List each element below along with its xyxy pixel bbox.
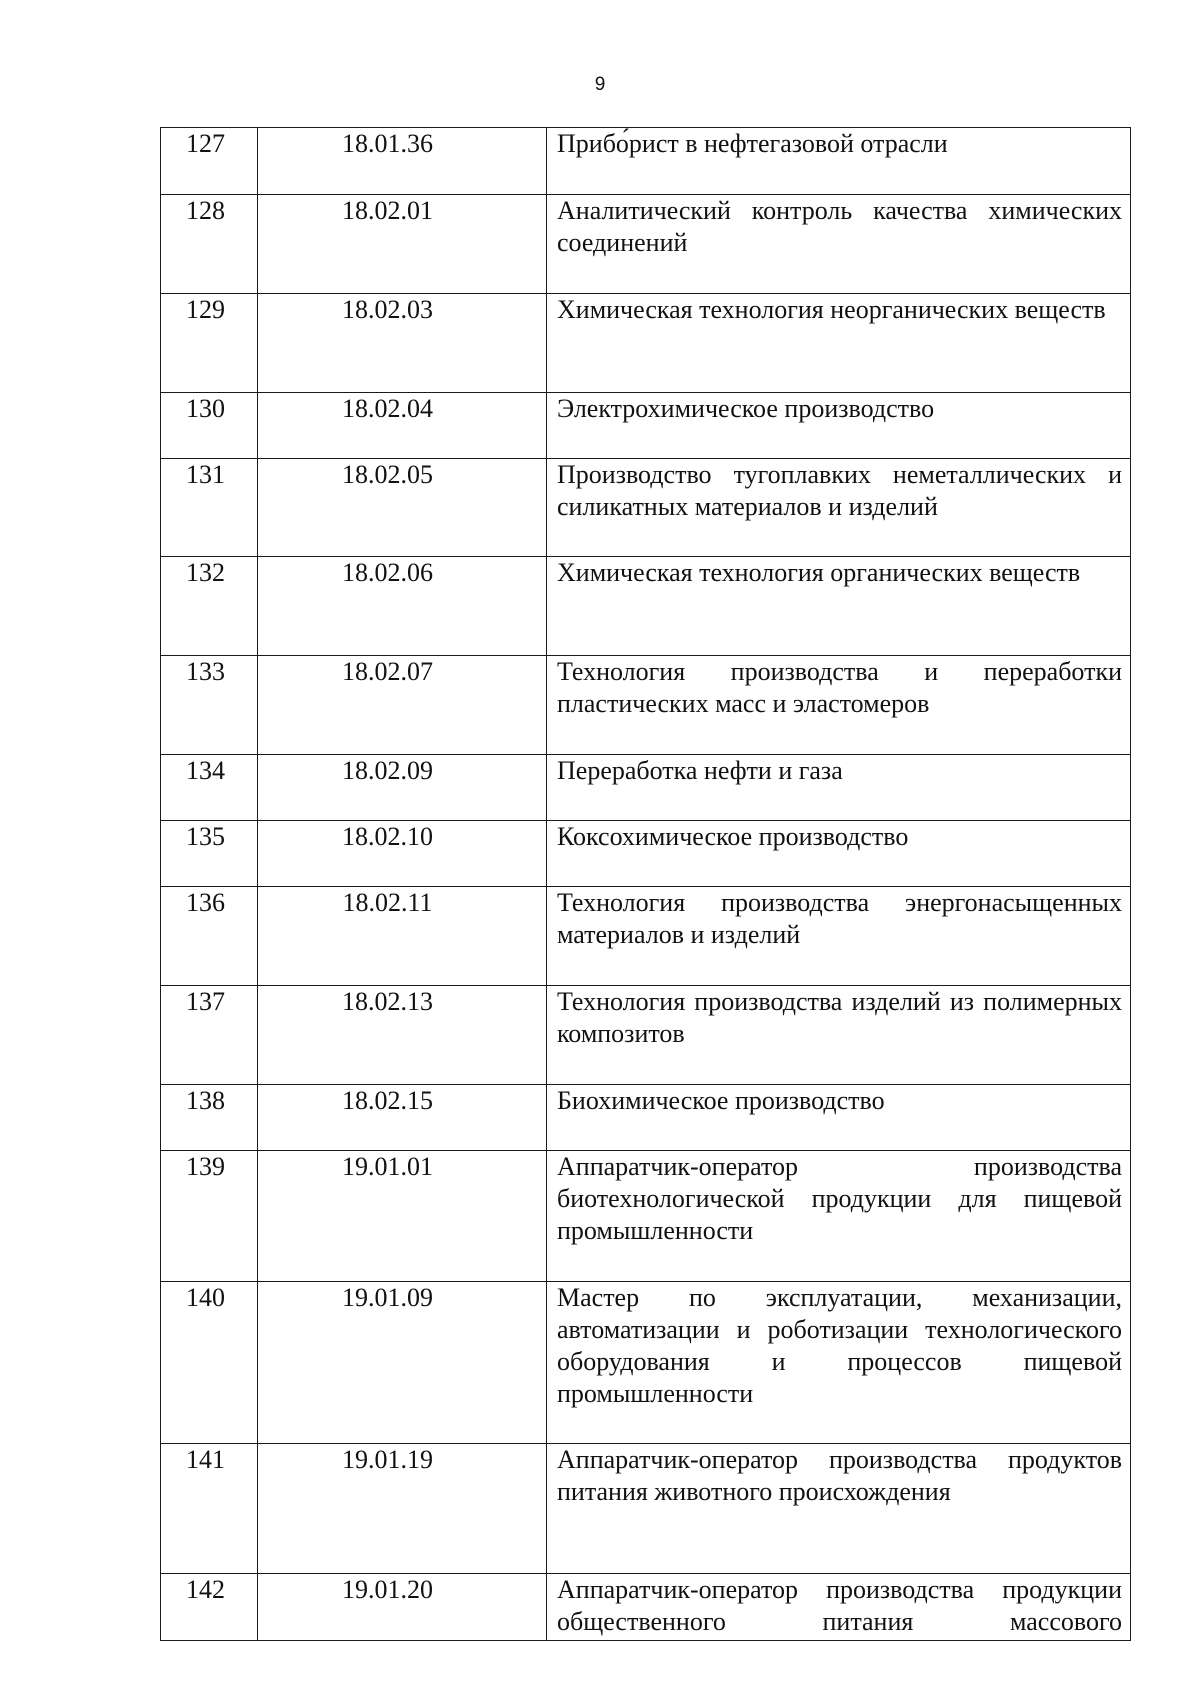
table-row bbox=[161, 1444, 1131, 1574]
specialty-code: 18.02.03 bbox=[258, 294, 547, 393]
specialty-name: Электрохимическое производство bbox=[547, 393, 1131, 459]
page-number: 9 bbox=[594, 74, 606, 95]
table-row bbox=[161, 128, 1131, 195]
row-number: 127 bbox=[161, 128, 258, 195]
row-number: 129 bbox=[161, 294, 258, 393]
row-number: 139 bbox=[161, 1151, 258, 1282]
row-number: 140 bbox=[161, 1282, 258, 1444]
specialty-name: Производство тугоплавких неметаллических и силикатных материалов и изделий bbox=[547, 459, 1131, 557]
table-row bbox=[161, 1574, 1131, 1641]
row-number: 130 bbox=[161, 393, 258, 459]
row-number: 141 bbox=[161, 1444, 258, 1574]
specialty-code: 19.01.09 bbox=[258, 1282, 547, 1444]
specialty-code: 18.02.07 bbox=[258, 656, 547, 755]
specialty-name: Прибо́рист в нефтегазовой отрасли bbox=[547, 128, 1131, 195]
table-row bbox=[161, 1282, 1131, 1444]
specialty-code: 18.02.05 bbox=[258, 459, 547, 557]
row-number: 136 bbox=[161, 887, 258, 986]
table-row bbox=[161, 557, 1131, 656]
row-number: 142 bbox=[161, 1574, 258, 1641]
specialty-code: 18.02.04 bbox=[258, 393, 547, 459]
specialty-code: 19.01.20 bbox=[258, 1574, 547, 1641]
table-row bbox=[161, 986, 1131, 1085]
specialty-name: Аппаратчик-оператор производства продукции общественного питания массового bbox=[547, 1574, 1131, 1641]
specialty-code: 18.02.11 bbox=[258, 887, 547, 986]
specialty-code: 19.01.01 bbox=[258, 1151, 547, 1282]
specialty-name: Химическая технология неорганических веществ bbox=[547, 294, 1131, 393]
specialty-code: 19.01.19 bbox=[258, 1444, 547, 1574]
row-number: 135 bbox=[161, 821, 258, 887]
row-number: 137 bbox=[161, 986, 258, 1085]
table-row bbox=[161, 393, 1131, 459]
table-row bbox=[161, 656, 1131, 755]
specialty-name: Технология производства энергонасыщенных материалов и изделий bbox=[547, 887, 1131, 986]
specialty-code: 18.02.01 bbox=[258, 195, 547, 294]
specialty-name: Технология производства изделий из полимерных композитов bbox=[547, 986, 1131, 1085]
row-number: 131 bbox=[161, 459, 258, 557]
specialty-name: Переработка нефти и газа bbox=[547, 755, 1131, 821]
specialty-name: Технология производства и переработки пластических масс и эластомеров bbox=[547, 656, 1131, 755]
table-row bbox=[161, 1151, 1131, 1282]
specialty-name: Аппаратчик-оператор производства продуктов питания животного происхождения bbox=[547, 1444, 1131, 1574]
row-number: 138 bbox=[161, 1085, 258, 1151]
table-row bbox=[161, 195, 1131, 294]
table-row bbox=[161, 294, 1131, 393]
row-number: 128 bbox=[161, 195, 258, 294]
table-row bbox=[161, 755, 1131, 821]
specialty-name: Коксохимическое производство bbox=[547, 821, 1131, 887]
row-number: 133 bbox=[161, 656, 258, 755]
specialty-name: Химическая технология органических веществ bbox=[547, 557, 1131, 656]
row-number: 132 bbox=[161, 557, 258, 656]
table-row bbox=[161, 887, 1131, 986]
table-row bbox=[161, 821, 1131, 887]
specialty-name: Аппаратчик-оператор производства биотехнологической продукции для пищевой промышленности bbox=[547, 1151, 1131, 1282]
table-row bbox=[161, 459, 1131, 557]
specialty-name: Биохимическое производство bbox=[547, 1085, 1131, 1151]
specialties-table bbox=[160, 127, 1131, 1641]
specialty-code: 18.02.09 bbox=[258, 755, 547, 821]
specialty-name: Аналитический контроль качества химических соединений bbox=[547, 195, 1131, 294]
specialty-name: Мастер по эксплуатации, механизации, автоматизации и роботизации технологического оборудования и процессов пищевой промышленности bbox=[547, 1282, 1131, 1444]
specialty-code: 18.02.10 bbox=[258, 821, 547, 887]
table-row bbox=[161, 1085, 1131, 1151]
specialty-code: 18.02.15 bbox=[258, 1085, 547, 1151]
specialty-code: 18.02.13 bbox=[258, 986, 547, 1085]
specialty-code: 18.01.36 bbox=[258, 128, 547, 195]
row-number: 134 bbox=[161, 755, 258, 821]
specialty-code: 18.02.06 bbox=[258, 557, 547, 656]
